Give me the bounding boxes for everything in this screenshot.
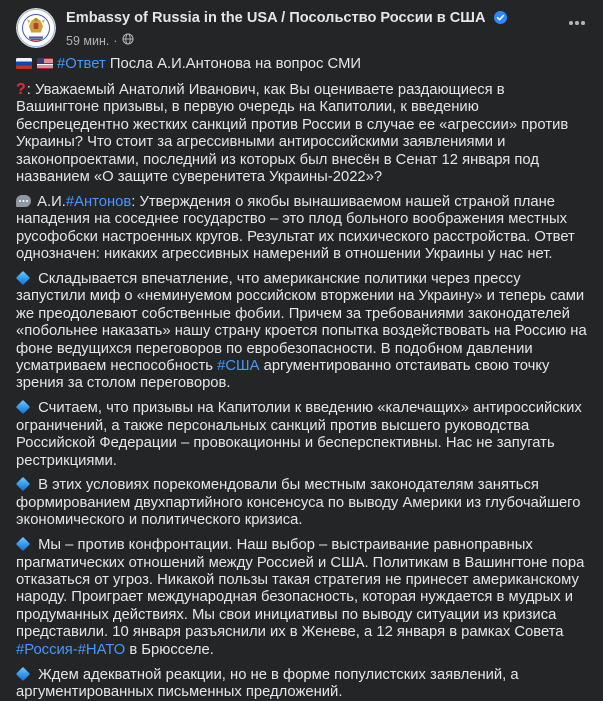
ellipsis-dot	[575, 21, 579, 25]
ellipsis-dot	[569, 21, 573, 25]
post-paragraph	[16, 400, 587, 470]
post-timestamp[interactable]: 59 мин.	[66, 33, 109, 49]
flag-usa-icon	[37, 58, 53, 69]
hashtag-link[interactable]: #США	[217, 358, 259, 374]
page-name[interactable]: Embassy of Russia in the USA / Посольство России в США	[66, 10, 486, 26]
page-name-row	[66, 9, 507, 30]
post-text: А.И.	[33, 194, 66, 210]
blue-diamond-icon	[16, 537, 30, 551]
post-paragraph	[16, 56, 587, 73]
post-paragraph	[16, 194, 587, 264]
post-text: В этих условиях порекомендовали бы местным законодателям заняться формированием двухпартийного консенсуса по выводу Америки из глубочайшего экономического и политического кризиса.	[16, 477, 580, 528]
question-mark-icon: ?	[16, 81, 26, 98]
post-paragraph	[16, 537, 587, 659]
avatar[interactable]	[16, 8, 56, 48]
post-body	[16, 56, 587, 701]
blue-diamond-icon	[16, 477, 30, 491]
post-header	[16, 5, 587, 49]
accent-text: -	[73, 642, 78, 658]
more-options-button[interactable]	[567, 13, 587, 33]
post-text: в Брюсселе.	[125, 642, 214, 658]
hashtag-link[interactable]: #Ответ	[57, 56, 106, 72]
hashtag-link[interactable]: #Россия	[16, 642, 73, 658]
meta-separator: ·	[113, 33, 117, 49]
post-header-info	[66, 8, 507, 49]
globe-icon	[122, 33, 134, 49]
blue-diamond-icon	[16, 666, 30, 680]
post-text: : Уважаемый Анатолий Иванович, как Вы оцениваете раздающиеся в Вашингтоне призывы, в первую очередь на Капитолии, к введению беспрецедентно жестких санкций против России в случае ее «агрессии» против Украины? Что стоит за агрессивными антироссийскими заявлениями и законопроектами, последний из которых был внесён в Сенат 12 января под названием «О защите суверенитета Украины-2022»?	[16, 82, 568, 185]
post-text: : Утверждения о якобы вынашиваемом нашей страной плане нападения на соседнее государство – это плод больного воображения местных русофобски настроенных кругов. Результат их психического расстройства. Ответ однозначен: никаких агрессивных намерений в отношении Украины у нас нет.	[16, 194, 575, 262]
verified-badge-icon	[494, 11, 507, 30]
hashtag-link[interactable]: #Антонов	[66, 194, 131, 210]
post-paragraph	[16, 271, 587, 393]
post-paragraph	[16, 477, 587, 529]
hashtag-link[interactable]: #НАТО	[78, 642, 126, 658]
post-paragraph	[16, 667, 587, 701]
ellipsis-dot	[581, 21, 585, 25]
speech-balloon-icon	[16, 195, 31, 207]
post-text: Складывается впечатление, что американские политики через прессу запустили миф о «неминуемом российском вторжении на Украину» и теперь сами же преодолевают собственные фобии. Причем за требованиями законодателей «побольнее наказать» нашу страну кроется попытка воздействовать на Россию на фоне ведущихся переговоров по евробезопасности. В подобном давлении усматриваем неспособность	[16, 271, 587, 374]
post-text: Мы – против конфронтации. Наш выбор – выстраивание равноправных прагматических отношений между Россией и США. Политикам в Вашингтоне пора отказаться от угроз. Никакой пользы такая стратегия не принесет американскому народу. Проиграет международная безопасность, которая нуждается в мудрых и продуманных действиях. Мы свои инициативы по выводу ситуации из кризиса представили. 10 января разъяснили их в Женеве, а 12 января в рамках Совета	[16, 537, 584, 640]
blue-diamond-icon	[16, 400, 30, 414]
post-meta-row	[66, 32, 507, 49]
post-text: аргументированно отстаивать свою точку зрения за столом переговоров.	[16, 358, 549, 391]
post-paragraph	[16, 81, 587, 186]
post-text: Посла А.И.Антонова на вопрос СМИ	[106, 56, 361, 72]
flag-russia-icon	[16, 58, 32, 69]
post-text: Ждем адекватной реакции, но не в форме популистских заявлений, а аргументированных письменных предложений.	[16, 667, 519, 700]
post-text: Считаем, что призывы на Капитолии к введению «калечащих» антироссийских ограничений, а также персональных санкций против высшего руководства Российской Федерации – провокационны и бесперспективны. Нас не запугать рестрикциями.	[16, 400, 582, 468]
blue-diamond-icon	[16, 271, 30, 285]
embassy-emblem-image	[16, 8, 56, 48]
